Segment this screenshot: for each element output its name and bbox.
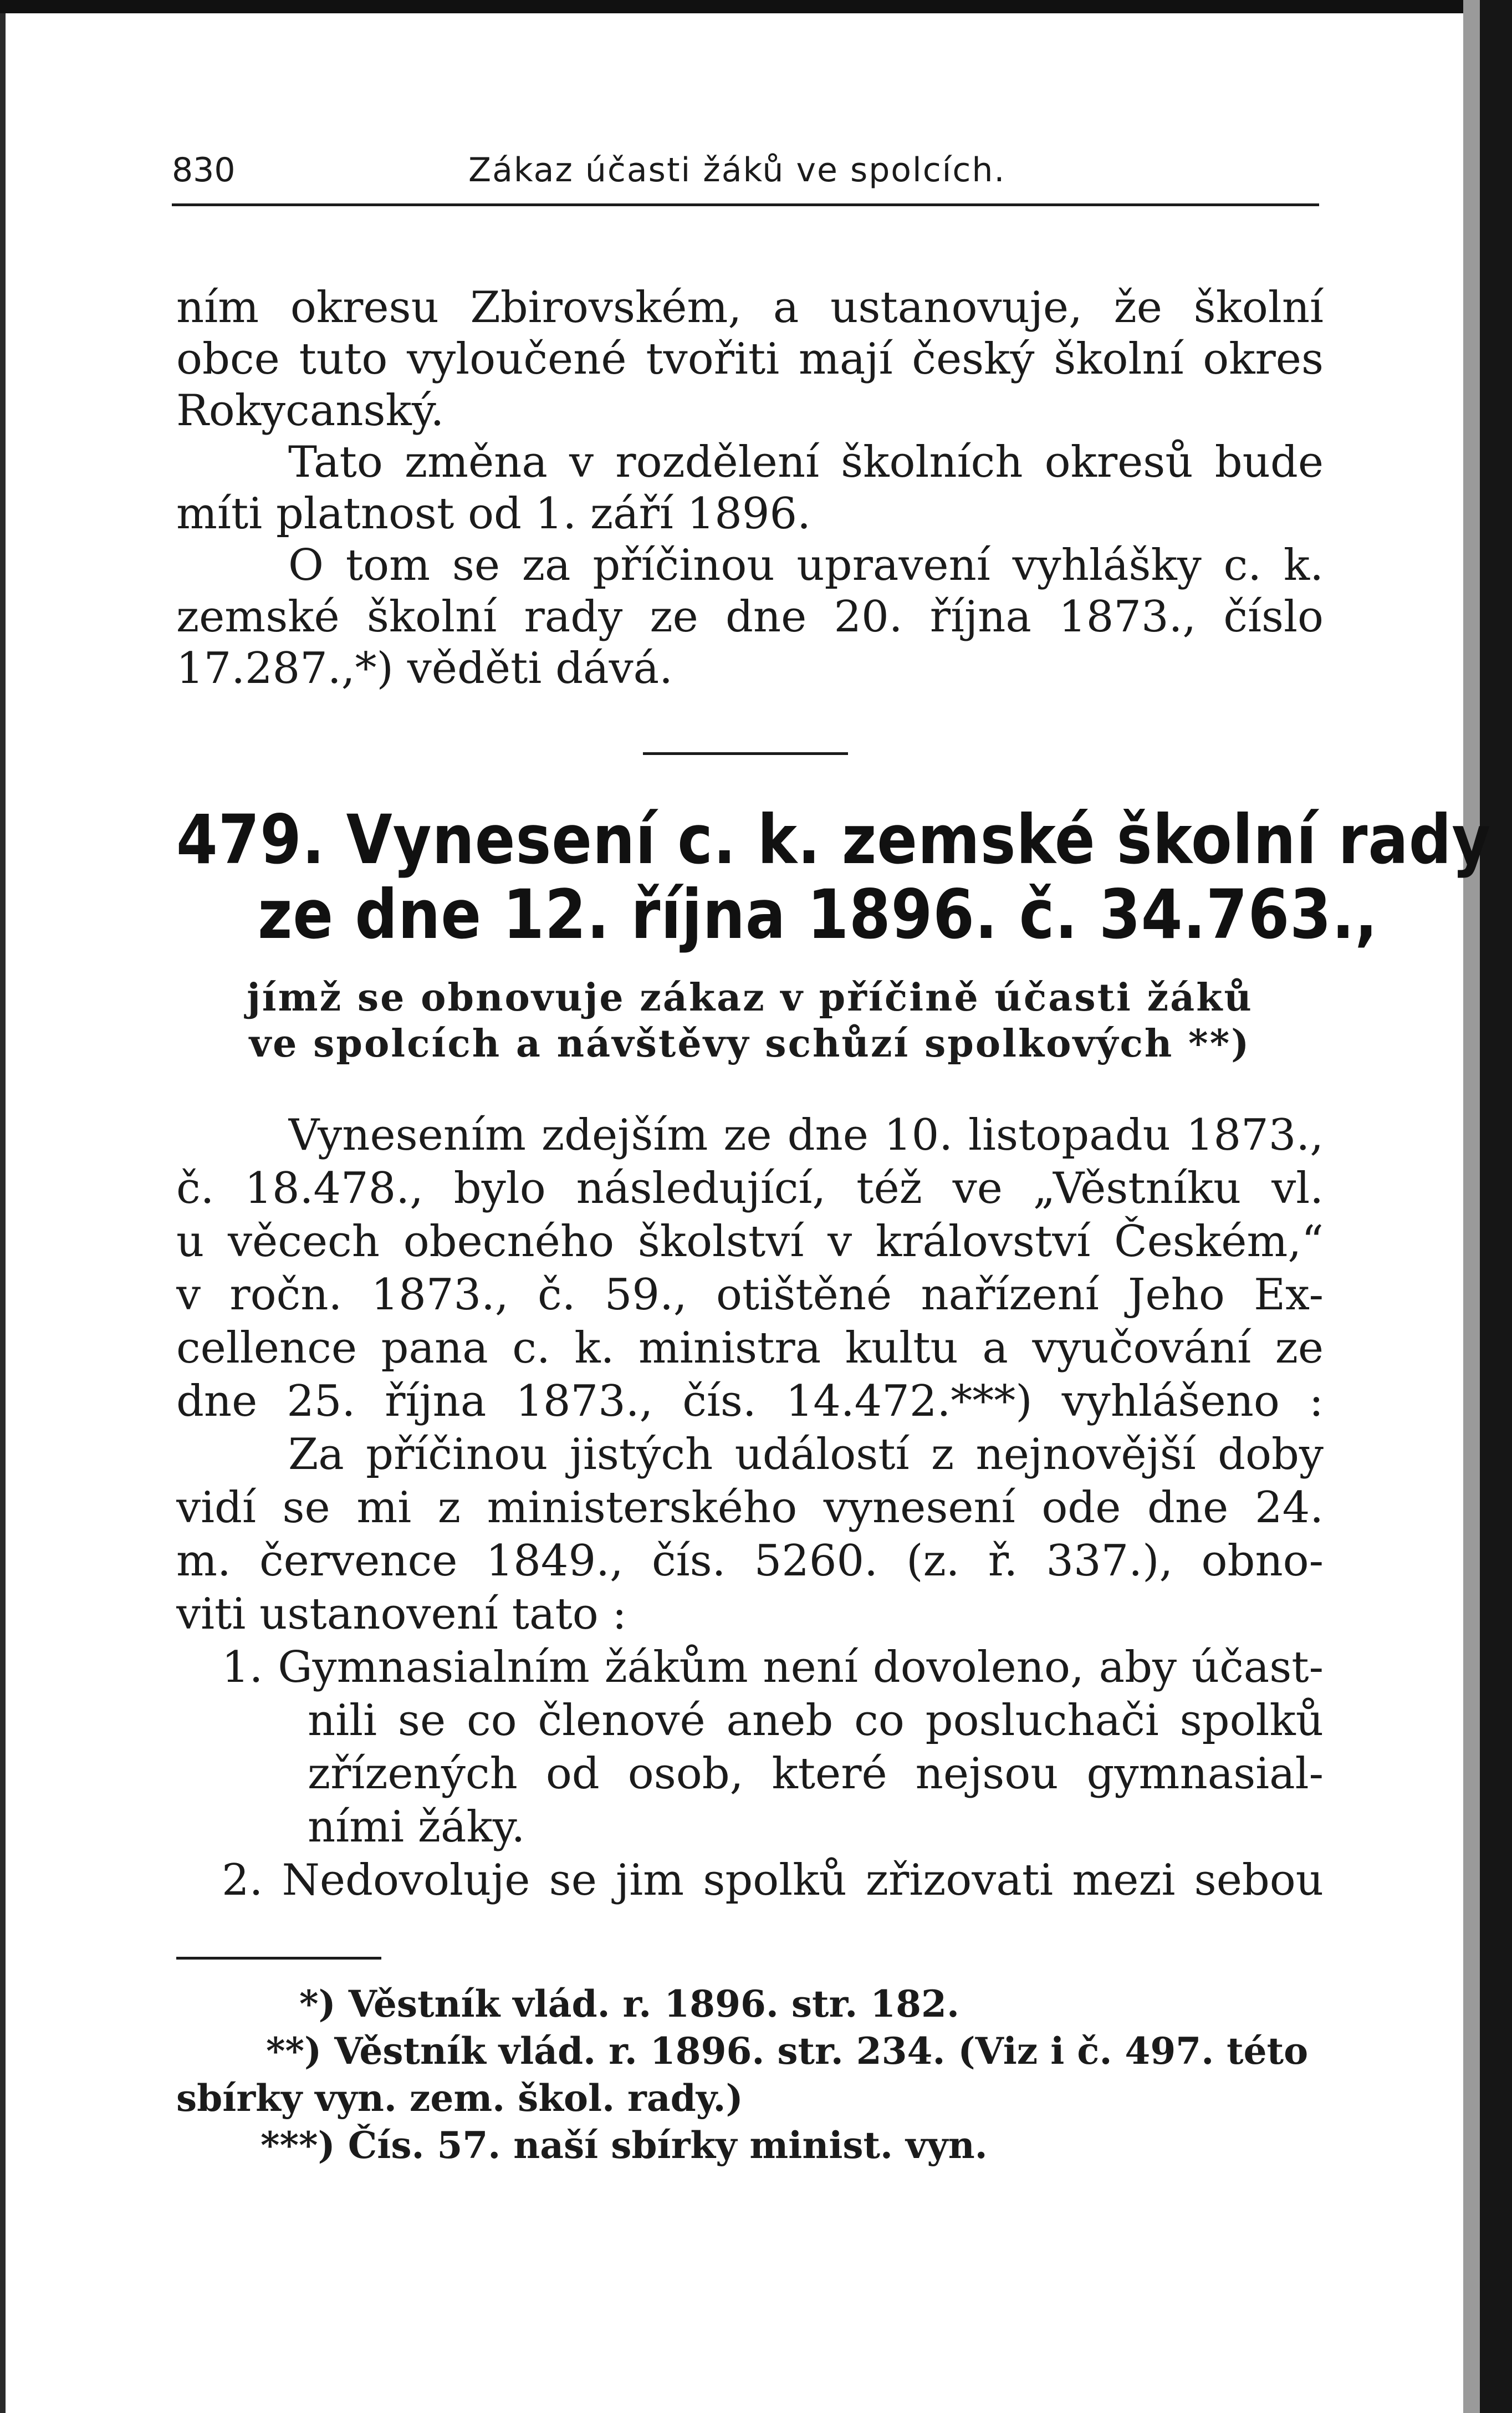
intro-line: O tom se za příčinou upravení vyhlášky c. k. (288, 540, 1324, 590)
footnote: *) Věstník vlád. r. 1896. str. 182. (299, 1982, 959, 2026)
list-item-line: 1. Gymnasialním žákům není dovoleno, aby účast- (222, 1642, 1324, 1692)
body-line: č. 18.478., bylo následující, též ve „Věstníku vl. (176, 1164, 1324, 1213)
list-item-line: nili se co členové aneb co posluchači spolků (308, 1696, 1324, 1746)
body-line: cellence pana c. k. ministra kultu a vyučování ze (176, 1323, 1324, 1373)
footnote: **) Věstník vlád. r. 1896. str. 234. (Viz i č. 497. této (266, 2029, 1309, 2073)
body-line: u věcech obecného školství v království Českém,“ (176, 1217, 1324, 1267)
body-line: v ročn. 1873., č. 59., otištěné nařízení Jeho Ex- (176, 1270, 1324, 1320)
list-item-line: ními žáky. (308, 1802, 525, 1852)
list-item-line: 2. Nedovoluje se jim spolků zřizovati mezi sebou (222, 1855, 1324, 1905)
page-header (172, 145, 1336, 201)
running-title: Zákaz účasti žáků ve spolcích. (468, 151, 1006, 190)
intro-line: ním okresu Zbirovském, a ustanovuje, že školní (176, 283, 1324, 333)
intro-line: obce tuto vyloučené tvořiti mají český školní okres (176, 334, 1324, 384)
body-line: m. července 1849., čís. 5260. (z. ř. 337.), obno- (176, 1536, 1324, 1586)
list-item-line: zřízených od osob, které nejsou gymnasial- (308, 1749, 1324, 1799)
body-line: viti ustanovení tato : (176, 1589, 627, 1639)
header-rule (172, 203, 1319, 206)
footnote: sbírky vyn. zem. škol. rady.) (176, 2077, 743, 2120)
body-line: Za příčinou jistých událostí z nejnovější doby (288, 1430, 1324, 1480)
body-line: dne 25. října 1873., čís. 14.472.***) vyhlášeno : (176, 1376, 1324, 1426)
footnote-rule (176, 1957, 381, 1960)
section-subtitle-line-2: ve spolcích a návštěvy schůzí spolkových **) (249, 1022, 1251, 1066)
body-line: Vynesením zdejším ze dne 10. listopadu 1873., (288, 1110, 1324, 1160)
section-heading-line-2: ze dne 12. října 1896. č. 34.763., (258, 875, 1378, 954)
intro-line: míti platnost od 1. září 1896. (176, 489, 811, 539)
footnote: ***) Čís. 57. naší sbírky minist. vyn. (260, 2124, 988, 2167)
body-line: vidí se mi z ministerského vynesení ode dne 24. (176, 1483, 1324, 1533)
section-divider (643, 752, 848, 755)
section-heading-line-1: 479. Vynesení c. k. zemské školní rady (176, 800, 1491, 879)
intro-line: Rokycanský. (176, 386, 445, 436)
section-subtitle-line-1: jímž se obnovuje zákaz v příčině účasti žáků (247, 976, 1253, 1020)
intro-line: zemské školní rady ze dne 20. října 1873., číslo (176, 592, 1324, 642)
intro-line: 17.287.,*) věděti dává. (176, 644, 673, 693)
intro-line: Tato změna v rozdělení školních okresů bude (288, 437, 1324, 487)
page-number: 830 (172, 151, 236, 190)
